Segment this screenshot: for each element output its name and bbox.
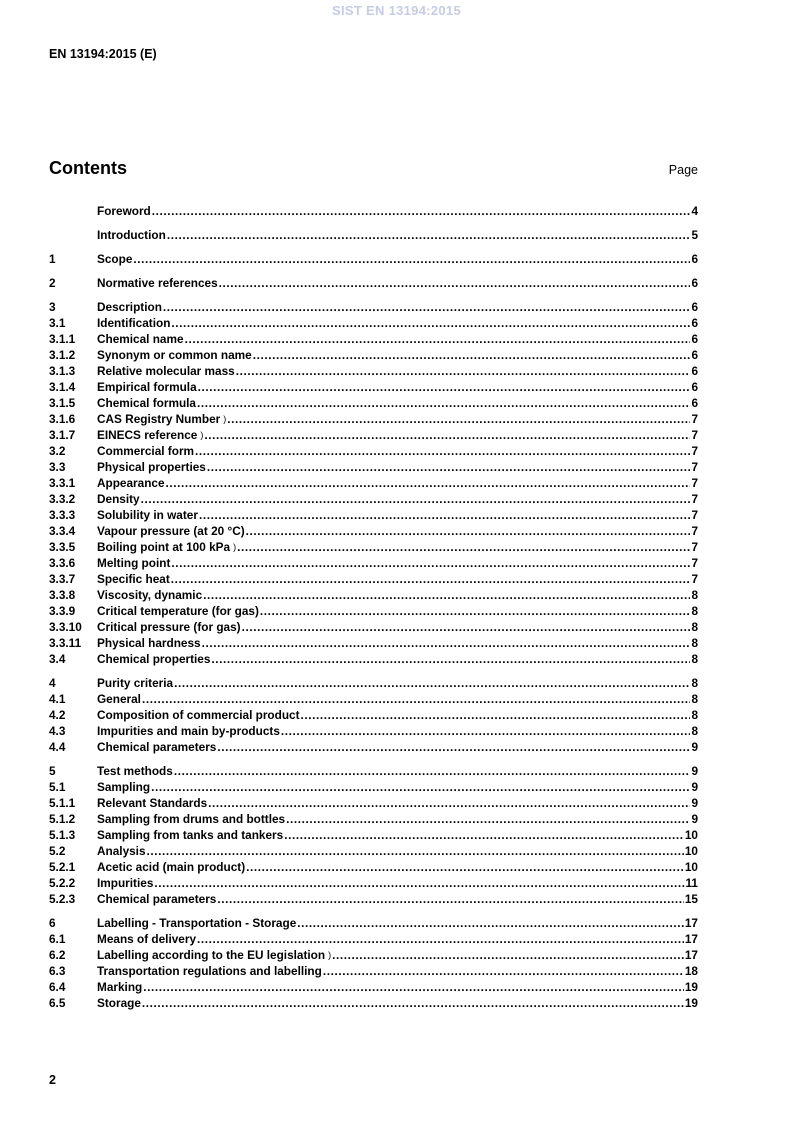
toc-entry-number: 3.2 bbox=[49, 444, 66, 458]
dot-leader bbox=[171, 572, 691, 586]
toc-entry-page: 6 bbox=[691, 276, 698, 290]
toc-entry-number: 3.3.5 bbox=[49, 540, 76, 554]
toc-entry[interactable] bbox=[49, 458, 698, 474]
toc-entry-title: Normative references bbox=[97, 276, 218, 290]
toc-entry-number: 6.1 bbox=[49, 932, 66, 946]
toc-entry-number: 3.3.9 bbox=[49, 604, 76, 618]
toc-entry[interactable] bbox=[49, 538, 698, 554]
toc-entry-page: 9 bbox=[691, 780, 698, 794]
toc-entry-title: General bbox=[97, 692, 141, 706]
dot-leader bbox=[204, 428, 690, 442]
toc-entry-page: 19 bbox=[684, 980, 698, 994]
toc-entry-title: Acetic acid (main product) bbox=[97, 860, 246, 874]
footnote-marker: ) bbox=[200, 430, 204, 440]
dot-leader bbox=[197, 932, 684, 946]
toc-entry-number: 3.4 bbox=[49, 652, 66, 666]
toc-entry-title: Impurities and main by-products bbox=[97, 724, 280, 738]
toc-entry[interactable] bbox=[49, 674, 698, 690]
toc-entry-title: Physical hardness bbox=[97, 636, 201, 650]
toc-entry-title: Solubility in water bbox=[97, 508, 198, 522]
toc-entry-page: 8 bbox=[691, 620, 698, 634]
dot-leader bbox=[171, 556, 690, 570]
toc-entry-number: 3.1.1 bbox=[49, 332, 76, 346]
toc-entry-number: 1 bbox=[49, 252, 56, 266]
toc-entry[interactable] bbox=[49, 794, 698, 810]
toc-entry-page: 19 bbox=[684, 996, 698, 1010]
toc-entry-number: 3.1.4 bbox=[49, 380, 76, 394]
toc-entry[interactable] bbox=[49, 858, 698, 874]
toc-entry-number: 4.1 bbox=[49, 692, 66, 706]
toc-entry-title: Sampling from drums and bottles bbox=[97, 812, 286, 826]
toc-entry-title: Test methods bbox=[97, 764, 173, 778]
toc-entry-number: 5.1 bbox=[49, 780, 66, 794]
toc-entry-page: 6 bbox=[691, 252, 698, 266]
toc-entry-title: Relevant Standards bbox=[97, 796, 208, 810]
toc-entry[interactable] bbox=[49, 762, 698, 778]
toc-entry-title: Synonym or common name bbox=[97, 348, 252, 362]
toc-entry[interactable] bbox=[49, 810, 698, 826]
toc-entry-title: Labelling according to the EU legislation bbox=[97, 948, 326, 962]
dot-leader bbox=[286, 812, 690, 826]
toc-entry-title: Appearance bbox=[97, 476, 165, 490]
toc-entry-page: 6 bbox=[691, 396, 698, 410]
toc-entry[interactable] bbox=[49, 570, 698, 586]
toc-entry-number: 3.3.8 bbox=[49, 588, 76, 602]
toc-entry-title: Identification bbox=[97, 316, 171, 330]
toc-entry-page: 7 bbox=[691, 412, 698, 426]
toc-entry-page: 9 bbox=[691, 812, 698, 826]
toc-entry-page: 7 bbox=[691, 460, 698, 474]
toc-entry[interactable] bbox=[49, 994, 698, 1010]
toc-entry-page: 17 bbox=[684, 932, 698, 946]
dot-leader bbox=[147, 844, 684, 858]
dot-leader bbox=[253, 348, 691, 362]
dot-leader bbox=[141, 492, 691, 506]
toc-entry-number: 3.1.2 bbox=[49, 348, 76, 362]
toc-entry[interactable] bbox=[49, 826, 698, 842]
dot-leader bbox=[198, 380, 691, 394]
toc-entry[interactable] bbox=[49, 842, 698, 858]
toc-entry[interactable] bbox=[49, 442, 698, 458]
toc-entry-number: 6.2 bbox=[49, 948, 66, 962]
toc-entry[interactable] bbox=[49, 874, 698, 890]
dot-leader bbox=[227, 412, 690, 426]
toc-entry-title: Chemical properties bbox=[97, 652, 211, 666]
toc-entry-number: 5.2.1 bbox=[49, 860, 76, 874]
toc-entry-page: 6 bbox=[691, 364, 698, 378]
dot-leader bbox=[203, 588, 690, 602]
dot-leader bbox=[185, 332, 691, 346]
toc-entry-page: 6 bbox=[691, 316, 698, 330]
toc-entry-title: Marking bbox=[97, 980, 143, 994]
toc-entry[interactable] bbox=[49, 738, 698, 754]
toc-entry[interactable] bbox=[49, 890, 698, 906]
toc-entry-page: 8 bbox=[691, 636, 698, 650]
toc-entry-title: Empirical formula bbox=[97, 380, 197, 394]
toc-entry-number: 2 bbox=[49, 276, 56, 290]
toc-entry[interactable] bbox=[49, 274, 698, 290]
toc-entry[interactable] bbox=[49, 410, 698, 426]
toc-entry[interactable] bbox=[49, 914, 698, 930]
toc-entry-title: Labelling - Transportation - Storage bbox=[97, 916, 297, 930]
toc-entry[interactable] bbox=[49, 330, 698, 346]
toc-entry-title: Physical properties bbox=[97, 460, 206, 474]
toc-entry-title: Density bbox=[97, 492, 140, 506]
toc-entry-title: Description bbox=[97, 300, 162, 314]
toc-entry[interactable] bbox=[49, 690, 698, 706]
toc-entry-title: Sampling from tanks and tankers bbox=[97, 828, 284, 842]
toc-entry-page: 8 bbox=[691, 724, 698, 738]
toc-entry-number: 6.4 bbox=[49, 980, 66, 994]
toc-entry[interactable] bbox=[49, 314, 698, 330]
toc-entry-title: Analysis bbox=[97, 844, 146, 858]
toc-entry-number: 3.1.7 bbox=[49, 428, 76, 442]
toc-entry-title: Impurities bbox=[97, 876, 154, 890]
dot-leader bbox=[260, 604, 691, 618]
toc-entry-title: Viscosity, dynamic bbox=[97, 588, 203, 602]
footnote-marker: ) bbox=[223, 414, 227, 424]
toc-entry-title: Critical temperature (for gas) bbox=[97, 604, 259, 618]
toc-entry-page: 4 bbox=[691, 204, 698, 218]
toc-entry-page: 8 bbox=[691, 652, 698, 666]
toc-entry[interactable] bbox=[49, 554, 698, 570]
page-column-label: Page bbox=[668, 163, 698, 177]
toc-entry[interactable] bbox=[49, 650, 698, 666]
toc-entry[interactable] bbox=[49, 706, 698, 722]
toc-entry[interactable] bbox=[49, 930, 698, 946]
toc-entry-page: 7 bbox=[691, 556, 698, 570]
toc-entry-page: 7 bbox=[691, 492, 698, 506]
toc-entry-number: 4.4 bbox=[49, 740, 66, 754]
toc-entry-page: 6 bbox=[691, 332, 698, 346]
dot-leader bbox=[152, 204, 691, 218]
toc-entry-title: Critical pressure (for gas) bbox=[97, 620, 241, 634]
dot-leader bbox=[174, 764, 691, 778]
toc-entry-title: Relative molecular mass bbox=[97, 364, 235, 378]
dot-leader bbox=[202, 636, 691, 650]
dot-leader bbox=[133, 252, 690, 266]
toc-entry-page: 5 bbox=[691, 228, 698, 242]
toc-entry-page: 7 bbox=[691, 572, 698, 586]
toc-entry-page: 6 bbox=[691, 300, 698, 314]
toc-entry[interactable] bbox=[49, 602, 698, 618]
toc-entry[interactable] bbox=[49, 722, 698, 738]
toc-entry-number: 4.3 bbox=[49, 724, 66, 738]
dot-leader bbox=[166, 476, 691, 490]
toc-entry-page: 7 bbox=[691, 444, 698, 458]
dot-leader bbox=[151, 780, 690, 794]
dot-leader bbox=[207, 460, 691, 474]
toc-entry-number: 3.1.6 bbox=[49, 412, 76, 426]
toc-entry-number: 3 bbox=[49, 300, 56, 314]
toc-entry-number: 3.3.4 bbox=[49, 524, 76, 538]
toc-entry-number: 5 bbox=[49, 764, 56, 778]
toc-entry-number: 6 bbox=[49, 916, 56, 930]
dot-leader bbox=[236, 364, 691, 378]
dot-leader bbox=[199, 508, 690, 522]
toc-entry-page: 9 bbox=[691, 796, 698, 810]
toc-entry-title: Chemical parameters bbox=[97, 892, 217, 906]
toc-entry-title: Chemical name bbox=[97, 332, 184, 346]
toc-entry-page: 10 bbox=[684, 860, 698, 874]
toc-entry[interactable] bbox=[49, 522, 698, 538]
toc-entry[interactable] bbox=[49, 202, 698, 218]
toc-entry-title: Storage bbox=[97, 996, 141, 1010]
watermark: SIST EN 13194:2015 bbox=[332, 3, 461, 18]
toc-entry-page: 8 bbox=[691, 676, 698, 690]
toc-entry[interactable] bbox=[49, 298, 698, 314]
dot-leader bbox=[142, 996, 684, 1010]
toc-entry-page: 8 bbox=[691, 692, 698, 706]
toc-entry-title: Melting point bbox=[97, 556, 171, 570]
toc-entry-title: Transportation regulations and labelling bbox=[97, 964, 322, 978]
dot-leader bbox=[301, 708, 691, 722]
toc-entry-title: Foreword bbox=[97, 204, 151, 218]
dot-leader bbox=[281, 724, 691, 738]
toc-entry-title: Introduction bbox=[97, 228, 166, 242]
dot-leader bbox=[246, 860, 684, 874]
toc-entry-page: 18 bbox=[684, 964, 698, 978]
toc-entry-title: Means of delivery bbox=[97, 932, 197, 946]
toc-entry-number: 5.2.3 bbox=[49, 892, 76, 906]
toc-entry-number: 3.3.7 bbox=[49, 572, 76, 586]
toc-entry-title: CAS Registry Number bbox=[97, 412, 221, 426]
dot-leader bbox=[242, 620, 691, 634]
dot-leader bbox=[284, 828, 684, 842]
dot-leader bbox=[143, 980, 684, 994]
dot-leader bbox=[208, 796, 690, 810]
dot-leader bbox=[219, 276, 691, 290]
toc-entry-title: Commercial form bbox=[97, 444, 195, 458]
table-of-contents bbox=[49, 202, 698, 1010]
dot-leader bbox=[142, 692, 691, 706]
dot-leader bbox=[195, 444, 690, 458]
toc-entry-page: 9 bbox=[691, 764, 698, 778]
toc-entry-page: 17 bbox=[684, 916, 698, 930]
toc-entry[interactable] bbox=[49, 346, 698, 362]
toc-entry-title: Purity criteria bbox=[97, 676, 174, 690]
toc-entry-number: 5.2.2 bbox=[49, 876, 76, 890]
toc-entry-page: 17 bbox=[684, 948, 698, 962]
footnote-marker: ) bbox=[328, 950, 332, 960]
toc-entry-page: 11 bbox=[685, 876, 698, 890]
toc-entry[interactable] bbox=[49, 586, 698, 602]
toc-entry[interactable] bbox=[49, 634, 698, 650]
dot-leader bbox=[174, 676, 690, 690]
toc-entry[interactable] bbox=[49, 506, 698, 522]
toc-entry-page: 8 bbox=[691, 588, 698, 602]
toc-entry-page: 7 bbox=[691, 476, 698, 490]
toc-entry-number: 3.1 bbox=[49, 316, 66, 330]
toc-entry[interactable] bbox=[49, 618, 698, 634]
toc-entry[interactable] bbox=[49, 946, 698, 962]
dot-leader bbox=[163, 300, 691, 314]
toc-entry-title: Vapour pressure (at 20 °C) bbox=[97, 524, 245, 538]
toc-entry-page: 10 bbox=[684, 844, 698, 858]
toc-entry-page: 7 bbox=[691, 428, 698, 442]
toc-entry-number: 5.1.1 bbox=[49, 796, 76, 810]
toc-entry[interactable] bbox=[49, 490, 698, 506]
toc-entry[interactable] bbox=[49, 474, 698, 490]
toc-entry-page: 8 bbox=[691, 708, 698, 722]
page-number: 2 bbox=[49, 1073, 56, 1087]
toc-entry[interactable] bbox=[49, 378, 698, 394]
dot-leader bbox=[211, 652, 690, 666]
toc-entry-number: 5.1.3 bbox=[49, 828, 76, 842]
toc-entry-page: 6 bbox=[691, 380, 698, 394]
toc-entry-number: 3.3.11 bbox=[49, 636, 82, 650]
toc-entry-number: 3.3.10 bbox=[49, 620, 82, 634]
dot-leader bbox=[217, 740, 690, 754]
toc-entry[interactable] bbox=[49, 394, 698, 410]
toc-entry-title: Chemical formula bbox=[97, 396, 196, 410]
toc-entry-page: 7 bbox=[691, 524, 698, 538]
dot-leader bbox=[217, 892, 684, 906]
toc-entry-number: 3.3.1 bbox=[49, 476, 76, 490]
dot-leader bbox=[246, 524, 691, 538]
toc-entry[interactable] bbox=[49, 362, 698, 378]
dot-leader bbox=[323, 964, 684, 978]
dot-leader bbox=[297, 916, 684, 930]
footnote-marker: ) bbox=[233, 542, 237, 552]
toc-entry-number: 5.1.2 bbox=[49, 812, 76, 826]
toc-entry[interactable] bbox=[49, 226, 698, 242]
toc-entry-page: 6 bbox=[691, 348, 698, 362]
toc-entry-page: 15 bbox=[684, 892, 698, 906]
toc-entry-number: 3.1.3 bbox=[49, 364, 76, 378]
toc-entry-title: Specific heat bbox=[97, 572, 170, 586]
toc-entry-number: 6.3 bbox=[49, 964, 66, 978]
toc-entry-number: 3.3 bbox=[49, 460, 66, 474]
toc-entry[interactable] bbox=[49, 778, 698, 794]
dot-leader bbox=[332, 948, 684, 962]
toc-entry-title: Boiling point at 100 kPa bbox=[97, 540, 231, 554]
toc-entry-title: EINECS reference bbox=[97, 428, 198, 442]
dot-leader bbox=[237, 540, 690, 554]
toc-entry-number: 3.3.2 bbox=[49, 492, 76, 506]
toc-entry-title: Sampling bbox=[97, 780, 151, 794]
toc-entry-page: 8 bbox=[691, 604, 698, 618]
dot-leader bbox=[197, 396, 690, 410]
toc-entry-number: 4 bbox=[49, 676, 56, 690]
contents-heading: Contents bbox=[49, 158, 127, 178]
toc-entry[interactable] bbox=[49, 962, 698, 978]
toc-entry-number: 6.5 bbox=[49, 996, 66, 1010]
dot-leader bbox=[171, 316, 690, 330]
toc-entry-number: 3.3.3 bbox=[49, 508, 76, 522]
toc-entry-page: 9 bbox=[691, 740, 698, 754]
dot-leader bbox=[167, 228, 691, 242]
toc-entry-number: 3.3.6 bbox=[49, 556, 76, 570]
toc-entry-title: Scope bbox=[97, 252, 133, 266]
toc-entry-number: 4.2 bbox=[49, 708, 66, 722]
toc-entry-page: 7 bbox=[691, 508, 698, 522]
toc-entry-number: 5.2 bbox=[49, 844, 66, 858]
toc-entry-number: 3.1.5 bbox=[49, 396, 76, 410]
toc-entry-title: Composition of commercial product bbox=[97, 708, 300, 722]
toc-entry[interactable] bbox=[49, 426, 698, 442]
toc-entry-page: 7 bbox=[691, 540, 698, 554]
toc-entry[interactable] bbox=[49, 250, 698, 266]
toc-entry-page: 10 bbox=[684, 828, 698, 842]
toc-entry[interactable] bbox=[49, 978, 698, 994]
document-id: EN 13194:2015 (E) bbox=[49, 47, 157, 61]
toc-entry-title: Chemical parameters bbox=[97, 740, 217, 754]
dot-leader bbox=[154, 876, 684, 890]
